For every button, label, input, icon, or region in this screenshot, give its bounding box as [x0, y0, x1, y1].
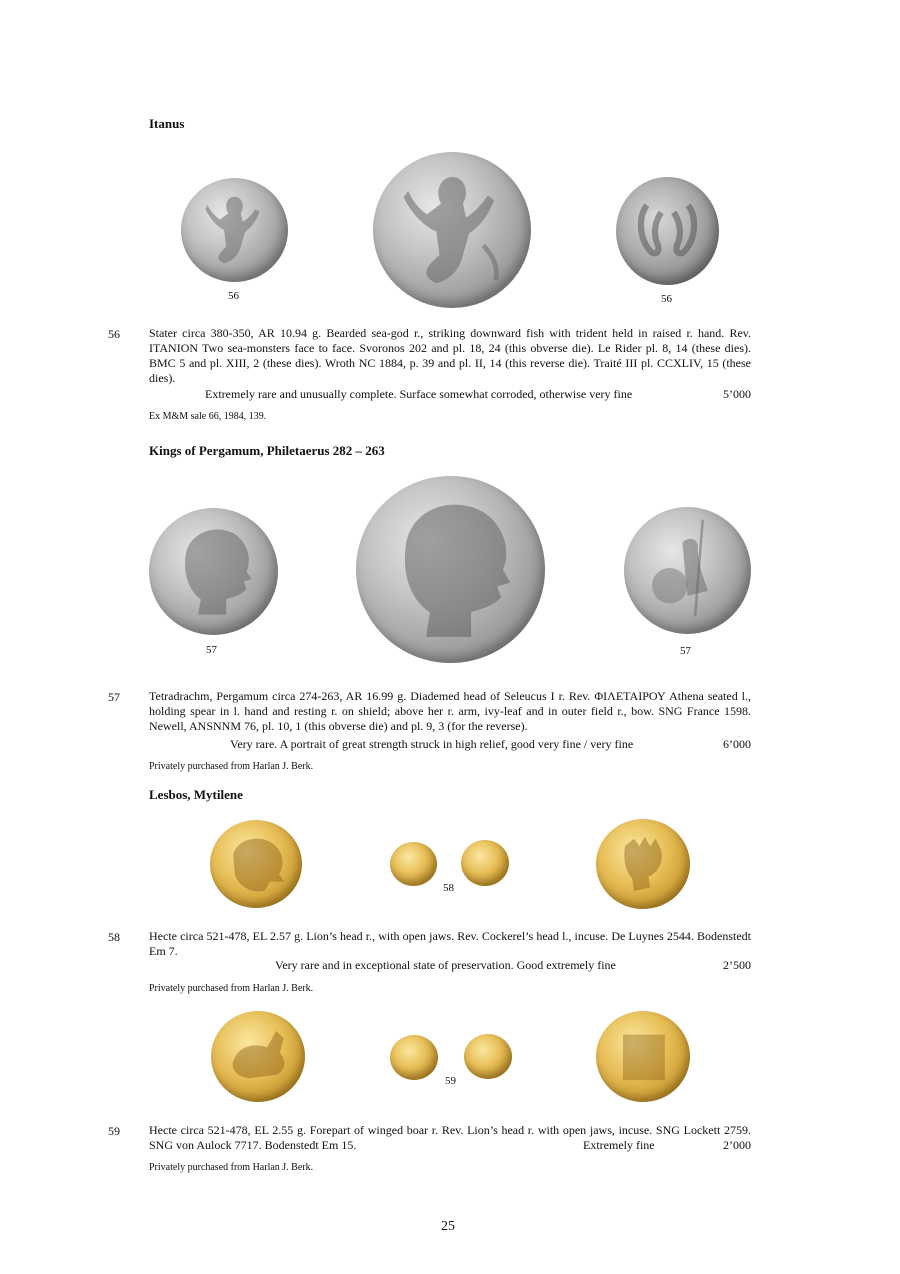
lot-price-56: 5’000 — [723, 387, 751, 401]
lot-description-59: Hecte circa 521-478, EL 2.55 g. Forepart of winged boar r. Rev. Lion’s head r. with open jaws, incuse. SNG Lockett 2759. SNG von Aulock 7717. Bodenstedt Em 15. — [149, 1123, 751, 1152]
coin-caption-57-obverse: 57 — [206, 644, 217, 656]
coin-caption-58: 58 — [443, 882, 454, 894]
coin-image-57-obverse-large — [356, 476, 545, 663]
lot-price-57: 6’000 — [723, 737, 751, 751]
coin-image-59-obverse-large — [211, 1011, 305, 1102]
coin-image-59-obverse-small — [390, 1035, 438, 1080]
coin-image-59-reverse-large — [596, 1011, 690, 1102]
lot-grade-58: Very rare and in exceptional state of preservation. Good extremely fine — [275, 958, 616, 972]
coin-caption-56-obverse: 56 — [228, 290, 239, 302]
lot-number-57: 57 — [108, 690, 120, 704]
lot-number-59: 59 — [108, 1124, 120, 1138]
coin-image-56-obverse-large — [373, 152, 531, 308]
lot-provenance-56: Ex M&M sale 66, 1984, 139. — [149, 411, 267, 422]
coin-caption-59: 59 — [445, 1075, 456, 1087]
lot-grade-59: Extremely fine — [583, 1138, 655, 1152]
lot-number-56: 56 — [108, 327, 120, 341]
lot-provenance-59: Privately purchased from Harlan J. Berk. — [149, 1162, 314, 1173]
lot-description-57: Tetradrachm, Pergamum circa 274-263, AR 16.99 g. Diademed head of Seleucus I r. Rev. ΦΙΛΕΤΑΙΡΟΥ Athena seated l., holding spear in l. hand and resting r. on shield; above her r. arm, ivy-leaf and in outer field r., bow. SNG France 1598. Newell, ANSNNM 76, pl. 10, 1 (this obverse die) and pl. 9, 3 (for the reverse). — [149, 689, 751, 733]
page-number: 25 — [441, 1219, 455, 1234]
lot-description-58: Hecte circa 521-478, EL 2.57 g. Lion’s head r., with open jaws. Rev. Cockerel’s head l., incuse. De Luynes 2544. Bodenstedt Em 7. — [149, 929, 751, 958]
lot-provenance-58: Privately purchased from Harlan J. Berk. — [149, 983, 314, 994]
section-heading-pergamum: Kings of Pergamum, Philetaerus 282 – 263 — [149, 443, 385, 458]
lot-price-59: 2’000 — [723, 1138, 751, 1152]
coin-caption-56-reverse: 56 — [661, 293, 672, 305]
section-heading-itanus: Itanus — [149, 116, 185, 131]
lot-number-58: 58 — [108, 930, 120, 944]
lot-description-56: Stater circa 380-350, AR 10.94 g. Bearded sea-god r., striking downward fish with trident held in raised r. hand. Rev. ITANION Two sea-monsters face to face. Svoronos 202 and pl. 18, 24 (this obverse die). Le Rider pl. 8, 14 (these dies). BMC 5 and pl. XIII, 2 (these dies). Wroth NC 1884, p. 39 and pl. II, 14 (this reverse die). Traité III pl. CCXLIV, 15 (these dies). — [149, 326, 751, 385]
coin-image-56-reverse — [616, 177, 719, 285]
coin-image-56-obverse-small — [181, 178, 288, 282]
coin-image-58-obverse-large — [210, 820, 302, 908]
lot-grade-56: Extremely rare and unusually complete. Surface somewhat corroded, otherwise very fine — [205, 387, 633, 401]
coin-image-57-obverse-small — [149, 508, 278, 635]
coin-image-57-reverse — [624, 507, 751, 634]
lot-price-58: 2’500 — [723, 958, 751, 972]
coin-image-59-reverse-small — [464, 1034, 512, 1079]
section-heading-lesbos: Lesbos, Mytilene — [149, 787, 243, 802]
coin-image-58-reverse-large — [596, 819, 690, 909]
coin-image-58-obverse-small — [390, 842, 437, 886]
coin-image-58-reverse-small — [461, 840, 509, 886]
lot-grade-57: Very rare. A portrait of great strength struck in high relief, good very fine / very fine — [230, 737, 634, 751]
lot-provenance-57: Privately purchased from Harlan J. Berk. — [149, 761, 314, 772]
coin-caption-57-reverse: 57 — [680, 645, 691, 657]
